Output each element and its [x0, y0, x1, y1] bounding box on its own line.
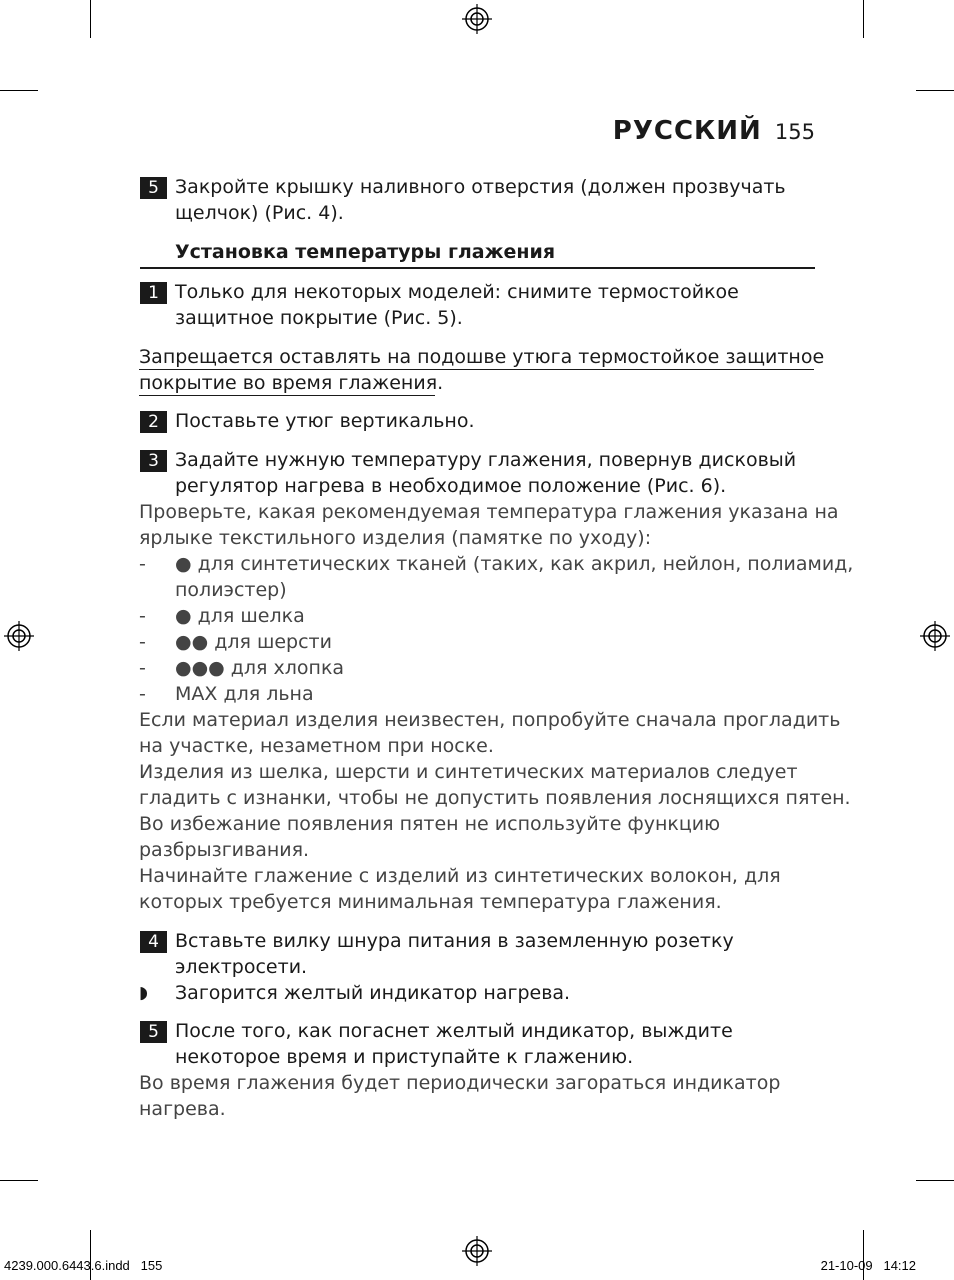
step-3-text: Задайте нужную температуру глажения, повернув дисковый регулятор нагрева в необходимое положение (Рис. 6). [175, 449, 797, 497]
footer-date-info: 21-10-09 14:12 [820, 1258, 916, 1273]
step-5-text: Закройте крышку наливного отверстия (должен прозвучать щелчок) (Рис. 4). [175, 176, 786, 224]
warning-text: Запрещается оставлять на подошве утюга термостойкое защитное покрытие во время глажения. [139, 346, 825, 394]
crop-mark [0, 90, 38, 91]
registration-mark-icon [4, 621, 34, 651]
warning-underline [139, 395, 435, 396]
language-heading: РУССКИЙ [612, 116, 762, 146]
crop-mark [916, 90, 954, 91]
registration-mark-icon [462, 4, 492, 34]
indicator-note-paragraph: Во время глажения будет периодически загораться индикатор нагрева. [139, 1072, 781, 1120]
result-bullet-icon: ◗ [139, 983, 148, 1003]
warning-underline [139, 369, 814, 370]
crop-mark [0, 1180, 38, 1181]
section-rule [140, 267, 815, 269]
registration-mark-icon [920, 621, 950, 651]
step-1-number: 1 [140, 282, 167, 304]
step-2-text: Поставьте утюг вертикально. [175, 410, 475, 432]
list-item: - ●●● для хлопка [139, 657, 345, 679]
step-1-text: Только для некоторых моделей: снимите термостойкое защитное покрытие (Рис. 5). [175, 281, 739, 329]
care-label-paragraph: Проверьте, какая рекомендуемая температура глажения указана на ярлыке текстильного изделия (памятке по уходу): [139, 501, 839, 549]
step-2-number: 2 [140, 411, 167, 433]
result-text: Загорится желтый индикатор нагрева. [175, 982, 571, 1004]
crop-mark [90, 0, 91, 38]
step-5-number: 5 [140, 177, 167, 199]
step-4-number: 4 [140, 931, 167, 953]
step-3-number: 3 [140, 450, 167, 472]
page-header [613, 116, 815, 146]
crop-mark [916, 1180, 954, 1181]
list-item: - ● для шелка [139, 605, 305, 627]
list-item: - ● для синтетических тканей (таких, как акрил, нейлон, полиамид, полиэстер) [139, 553, 854, 601]
step-4-text: Вставьте вилку шнура питания в заземленную розетку электросети. [175, 930, 734, 978]
crop-mark [863, 0, 864, 38]
page-number: 155 [774, 120, 815, 144]
temperature-list [139, 551, 854, 707]
list-item: - ●● для шерсти [139, 631, 332, 653]
ironing-tips-paragraph: Если материал изделия неизвестен, попробуйте сначала прогладить на участке, незаметном при носке. Изделия из шелка, шерсти и синтетических материалов следует гладить с изнанки, чтобы не допустить появления лоснящихся пятен. Во избежание появления пятен не используйте функцию разбрызгивания. Начинайте глажение с изделий из синтетических волокон, для которых требуется минимальная температура глажения. [139, 709, 851, 913]
footer-file-info: 4239.000.6443.6.indd 155 [4, 1258, 163, 1273]
section-title: Установка температуры глажения [175, 241, 556, 263]
step-5-text: После того, как погаснет желтый индикатор, выждите некоторое время и приступайте к глажению. [175, 1020, 733, 1068]
step-5-number: 5 [140, 1021, 167, 1043]
list-item: - MAX для льна [139, 683, 314, 705]
registration-mark-icon [462, 1236, 492, 1266]
